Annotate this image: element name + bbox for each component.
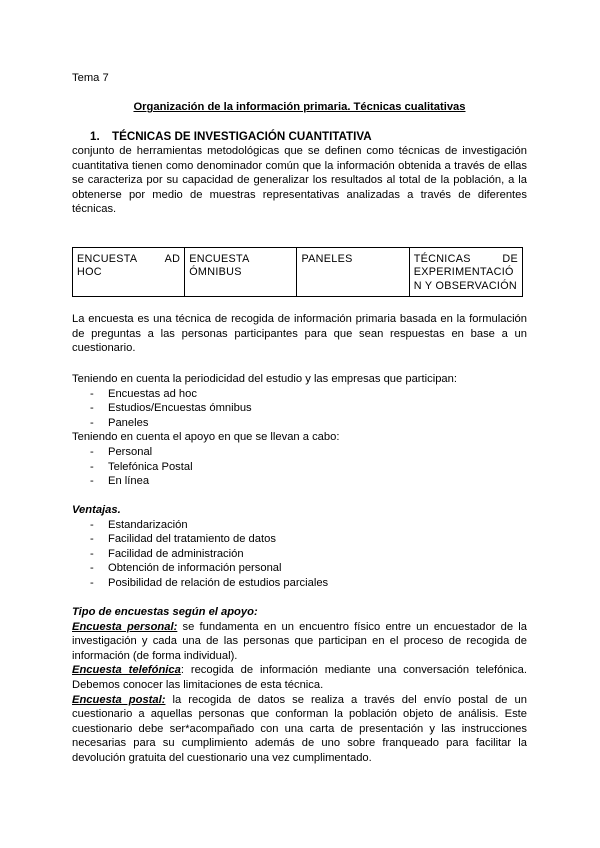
- paragraph-line: La encuesta es una técnica de recogida de información primaria basada en la formulación: [72, 313, 527, 325]
- intro-line: se caracteriza por su capacidad de generalizar los resultados al total de la población, a la: [72, 174, 527, 187]
- ventajas-list: [72, 518, 527, 591]
- list-item: - Obtención de información personal: [72, 561, 527, 576]
- table-cell-paneles: PANELES: [297, 248, 409, 297]
- section-heading-text: TÉCNICAS DE INVESTIGACIÓN CUANTITATIVA: [112, 130, 372, 143]
- list-item: - Telefónica Postal: [72, 460, 527, 475]
- periodicidad-intro: Teniendo en cuenta la periodicidad del estudio y las empresas que participan:: [72, 373, 457, 385]
- list-item: - Estandarización: [72, 518, 527, 533]
- ventajas-heading: Ventajas.: [72, 504, 121, 516]
- encuesta-personal-paragraph: Encuesta personal: se fundamenta en un encuentro físico entre un encuestador de la investigación y cada una de las personas que participan en el proceso de recogida de información (de forma individual).: [72, 620, 527, 662]
- list-item: - En línea: [72, 474, 527, 489]
- list-item: - Facilidad de administración: [72, 547, 527, 562]
- table-row: [73, 248, 523, 297]
- list-item: - Encuestas ad hoc: [72, 387, 527, 402]
- encuesta-definition: [72, 312, 527, 356]
- table-cell-tecnicas-experimentacion: TÉCNICAS DE EXPERIMENTACIÓ N Y OBSERVACIÓN: [409, 248, 522, 297]
- encuesta-telefonica-label: Encuesta telefónica: [72, 664, 181, 677]
- tipos-block: [72, 605, 527, 766]
- paragraph-line: cuestionario.: [72, 342, 136, 355]
- intro-line: cuantitativa tienen como denominador común que la información obtenida a través de ellas: [72, 159, 527, 172]
- paragraph-line: de preguntas a las personas participantes para que sean respuestas en base a un: [72, 327, 527, 340]
- table-cell-encuesta-ad-hoc: ENCUESTA AD HOC: [73, 248, 185, 297]
- section-number: 1.: [90, 130, 100, 143]
- table-cell-encuesta-omnibus: ENCUESTA ÓMNIBUS: [185, 248, 297, 297]
- section-heading: [90, 130, 372, 145]
- tema-label: Tema 7: [72, 72, 109, 84]
- encuesta-postal-label: Encuesta postal:: [72, 693, 166, 706]
- intro-line: técnicas.: [72, 203, 117, 216]
- ventajas-block: [72, 503, 527, 591]
- encuesta-telefonica-paragraph: Encuesta telefónica: recogida de información mediante una conversación telefónica. Debemos conocer las limitaciones de esta técnica.: [72, 664, 527, 691]
- list-item: - Paneles: [72, 416, 527, 431]
- list-item: - Posibilidad de relación de estudios parciales: [72, 576, 527, 591]
- list-item: - Estudios/Encuestas ómnibus: [72, 401, 527, 416]
- classification-block: [72, 372, 527, 489]
- research-techniques-table: [72, 247, 523, 297]
- periodicidad-list: [72, 387, 527, 431]
- intro-paragraph: [72, 144, 527, 217]
- apoyo-intro: Teniendo en cuenta el apoyo en que se llevan a cabo:: [72, 431, 340, 444]
- intro-line: obtenerse por medio de muestras representativas analizadas a través de diferentes: [72, 188, 527, 201]
- list-item: - Personal: [72, 445, 527, 460]
- list-item: - Facilidad del tratamiento de datos: [72, 532, 527, 547]
- encuesta-personal-label: Encuesta personal:: [72, 620, 178, 633]
- encuesta-postal-paragraph: Encuesta postal: la recogida de datos se realiza a través del envío postal de un cuestionario a aquellas personas que conforman la población objeto de análisis. Este cuestionario debe ser*acompañado con una carta de presentación y las instrucciones necesarias para su cumplimiento además de uno sobre franqueado para facilitar la devolución gratuita del cuestionario una vez cumplimentado.: [72, 693, 527, 764]
- intro-line: conjunto de herramientas metodológicas que se definen como técnicas de investigación: [72, 145, 527, 157]
- tipos-heading: Tipo de encuestas según el apoyo:: [72, 606, 258, 618]
- apoyo-list: [72, 445, 527, 489]
- document-title: Organización de la información primaria. Técnicas cualitativas: [133, 101, 466, 113]
